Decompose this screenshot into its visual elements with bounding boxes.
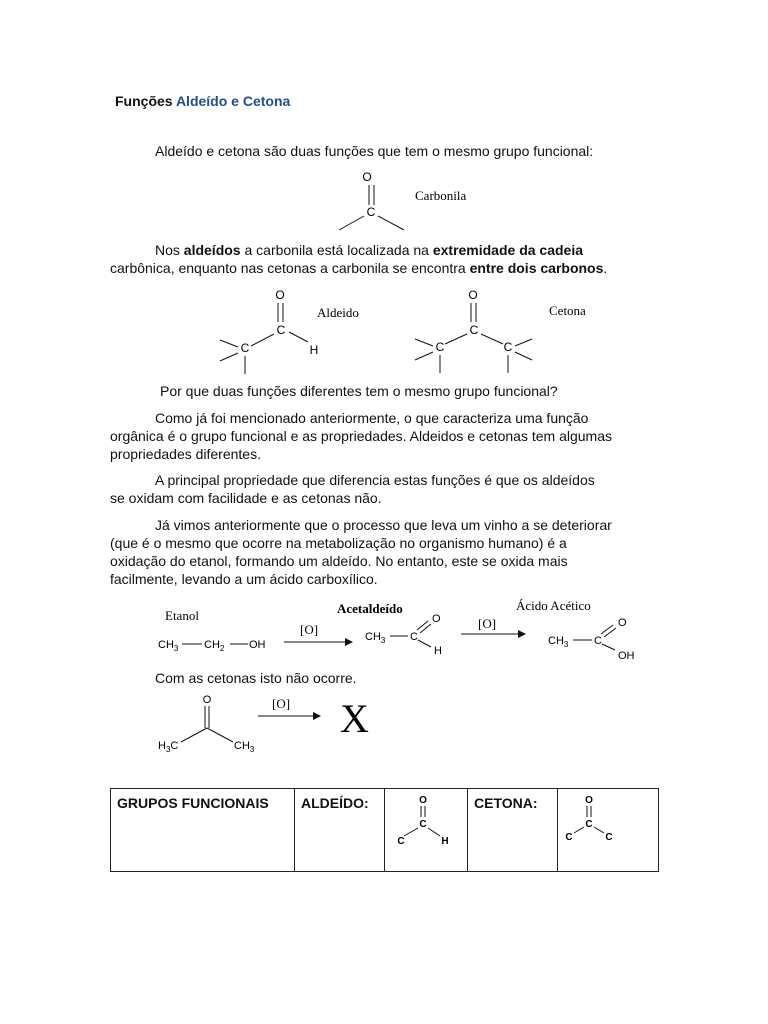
svg-text:H: H	[441, 836, 449, 847]
svg-text:CH3: $CH_3$	[365, 631, 386, 645]
svg-text:CH3: $CH_3$	[234, 740, 255, 754]
carbonila-label: Carbonila	[415, 188, 467, 203]
cell-aldeido-structure	[385, 789, 468, 872]
svg-text:C: C	[594, 635, 602, 647]
paragraph-property: A principal propriedade que diferencia estas funções é que os aldeídos se oxidam com facilidade e as cetonas não.	[110, 472, 595, 506]
svg-text:CH3: $CH_3$	[548, 635, 569, 649]
table-row	[111, 789, 659, 872]
svg-text:O: O	[419, 795, 427, 806]
carbonila-figure	[320, 165, 490, 235]
svg-text:C: C	[419, 819, 427, 830]
acetaldeido-label: Acetaldeído	[337, 601, 403, 616]
title-highlight: Aldeído e Cetona	[175, 93, 291, 109]
cetona-group-structure	[560, 791, 630, 851]
ketone-figure	[150, 692, 390, 760]
svg-text:C: C	[585, 819, 593, 830]
cetona-label: Cetona	[549, 303, 586, 318]
svg-text:C: C	[565, 832, 573, 843]
svg-text:CH3: $CH_3$	[158, 639, 179, 653]
aldeido-figure	[210, 284, 380, 380]
svg-text:C: C	[397, 836, 405, 847]
atom-c: C	[366, 205, 376, 219]
page-title: Funções Aldeído e Cetona	[115, 93, 291, 109]
svg-text:O: O	[585, 795, 593, 806]
paragraph-characterization: Como já foi mencionado anteriormente, o que caracteriza uma função orgânica é o grupo funcional e as propriedades. Aldeidos e cetonas tem algumas propriedades diferentes.	[110, 410, 612, 462]
atom-o: O	[362, 170, 372, 184]
cetona-figure	[405, 284, 605, 380]
acido-acetico-label: Ácido Acético	[516, 598, 591, 613]
svg-text:H: H	[434, 645, 442, 657]
etanol-label: Etanol	[165, 608, 199, 623]
cell-cetona-structure	[558, 789, 659, 872]
svg-text:O: O	[432, 613, 441, 625]
svg-text:C: C	[503, 340, 513, 354]
aldeido-group-structure	[387, 791, 457, 851]
paragraph-location: Nos aldeídos a carbonila está localizada na extremidade da cadeia carbônica, enquanto nas cetonas a carbonila se encontra entre dois carbonos.	[110, 242, 608, 276]
svg-text:OH: OH	[249, 639, 266, 651]
paragraph-oxidation: Já vimos anteriormente que o processo que leva um vinho a se deteriorar (que é o mesmo que ocorre na metabolização no organismo humano) é a oxidação do etanol, formando um aldeído. No entanto, este se oxida mais facilmente, levando a um ácido carboxílico.	[110, 517, 612, 587]
svg-text:C: C	[435, 340, 445, 354]
svg-text:O: O	[275, 288, 285, 302]
no-reaction-x: X	[340, 696, 369, 741]
ketone-note: Com as cetonas isto não ocorre.	[155, 670, 357, 686]
functional-groups-table	[110, 788, 659, 872]
arrow-label-1: [O]	[300, 622, 319, 637]
ketone-arrow-label: [O]	[272, 696, 291, 711]
cell-aldeido-label: ALDEÍDO:	[295, 789, 385, 872]
svg-text:C: C	[240, 341, 250, 355]
svg-text:H: H	[309, 343, 319, 357]
aldeido-label: Aldeido	[317, 305, 359, 320]
question-text: Por que duas funções diferentes tem o mesmo grupo funcional?	[160, 383, 558, 399]
cell-grupos-funcionais: GRUPOS FUNCIONAIS	[111, 789, 295, 872]
svg-text:O: O	[618, 617, 627, 629]
reaction-scheme	[150, 592, 670, 664]
cell-cetona-label: CETONA:	[468, 789, 558, 872]
svg-text:C: C	[605, 832, 613, 843]
svg-text:OH: OH	[618, 650, 635, 662]
svg-text:H3C: $H_3C$	[158, 740, 179, 754]
svg-text:C: C	[469, 323, 479, 337]
svg-text:O: O	[468, 288, 478, 302]
svg-text:CH2: $CH_2$	[204, 639, 225, 653]
svg-text:C: C	[410, 631, 418, 643]
intro-text: Aldeído e cetona são duas funções que tem o mesmo grupo funcional:	[155, 143, 594, 159]
svg-text:C: C	[276, 323, 286, 337]
arrow-label-2: [O]	[478, 616, 497, 631]
svg-text:O: O	[202, 694, 212, 706]
